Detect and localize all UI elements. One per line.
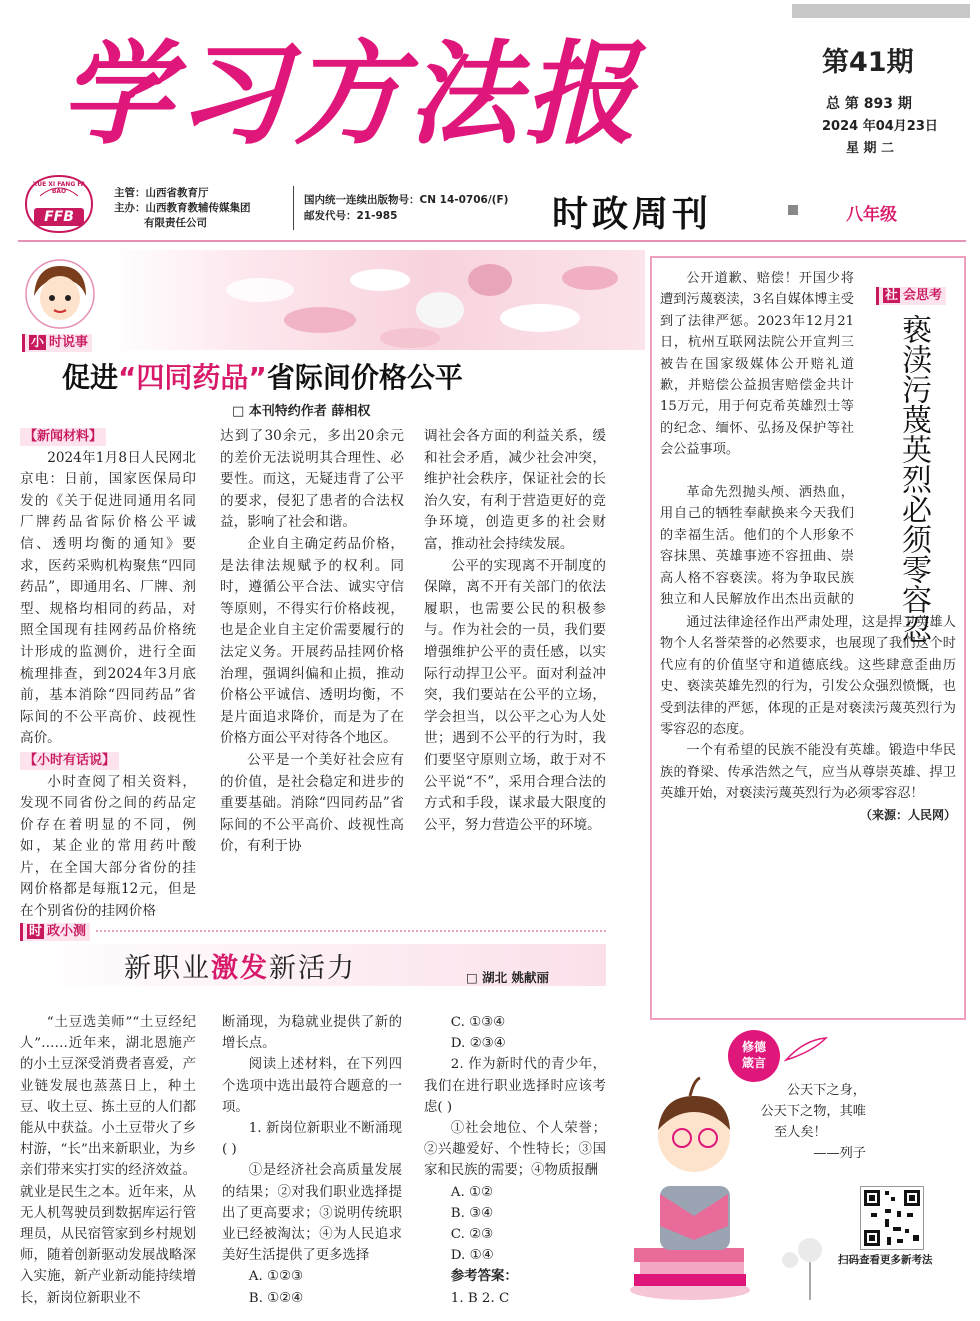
quiz-instructions: 阅读上述材料，在下列四个选项中选出最符合题意的一项。	[222, 1057, 402, 1115]
question-2: 2. 作为新时代的青少年，我们在进行职业选择时应该考虑( )	[424, 1057, 606, 1115]
talk-tag: 【小时有话说】	[20, 752, 119, 770]
right-source: （来源：人民网）	[859, 807, 956, 822]
motto-line-2: 公天下之物，其唯	[760, 1104, 866, 1119]
motto-line-1: 公天下之身，	[786, 1083, 866, 1098]
quiz-column-3	[424, 1012, 606, 1309]
quiz-column-1	[20, 1012, 196, 1309]
masthead-title: 学习方法报	[60, 29, 640, 160]
flower-decoration	[776, 1230, 840, 1304]
grade-label: 八年级	[846, 205, 897, 225]
q1-option-c: C. ①③④	[450, 1015, 506, 1030]
issue-number: 第41期	[822, 47, 914, 78]
masthead-rule	[18, 240, 966, 242]
col2-para-1: 达到了30余元，多出20余元的差价无法说明其合理性、必要性。而这，无疑违背了公平的要求，侵犯了患者的合法权益，影响了社会和谐。	[220, 428, 404, 531]
headline-quote: “四同药品”	[118, 361, 267, 394]
quiz-byline: □ 湖北 姚献丽	[466, 970, 550, 985]
motto-author: ——列子	[813, 1146, 866, 1161]
col2-para-2: 企业自主确定药品价格，是法律法规赋予的权利。同时，遵循公平合法、诚实守信等原则，不得实行价格歧视，也是企业自主定价需要履行的法定义务。开展药品挂网价格治理，强调纠偏和止损，推动价格公平诚信、透明均衡，不是片面追求降价，而是为了在价格方面公平对待各个地区。	[220, 535, 404, 747]
issue-date: 2024 年04月23日	[822, 119, 938, 134]
col3-para-1: 调社会各方面的利益关系，缓和社会矛盾，减少社会冲突，维护社会秩序，保证社会的长治久安，有利于营造更好的竞争环境，创造更多的社会财富，推动社会持续发展。	[424, 428, 606, 552]
right-column-text-top	[660, 268, 854, 461]
quiz-title-pre: 新职业	[124, 953, 211, 984]
feather-pen-icon	[784, 1036, 828, 1066]
section-bullet	[788, 205, 798, 215]
col3-para-2: 公平的实现离不开制度的保障，离不开有关部门的依法履职，也需要公民的积极参与。作为社会的一员，我们要增强维护公平的责任感，以实际行动捍卫公平。面对利益冲突，我们要站在公平的立场，学会担当，以公平之心为人处世；遇到不公平的行为时，我们要坚守原则立场，敢于对不公平说“不”，采用合理合法的方式和手段，谋求最大限度的公平，努力营造公平的环境。	[424, 557, 606, 833]
quiz-title-emph: 激发	[211, 953, 269, 984]
qr-code[interactable]	[860, 1186, 924, 1250]
col2-para-3: 公平是一个美好社会应有的价值，是社会稳定和进步的重要基础。消除“四同药品”省际间的不公平高价、歧视性高价，有利于协	[220, 751, 404, 855]
right-para-1: 公开道歉、赔偿！开国少将遭到污蔑亵渎，3名自媒体博主受到了法律严惩。2023年12月21日，杭州互联网法院公开宣判三被告在国家级媒体公开赔礼道歉，并赔偿公益损害赔偿金共计15万元，用于何克希英雄烈士等的纪念、缅怀、弘扬及保护等社会公益事项。	[660, 271, 854, 458]
motto-line-3: 至人矣！	[774, 1125, 827, 1140]
news-material-tag: 【新闻材料】	[20, 428, 106, 446]
right-column-text-wide	[660, 612, 956, 826]
q2-option-c: C. ②③	[450, 1227, 494, 1243]
byline: □ 本刊特约作者 薛相权	[232, 404, 371, 419]
newspaper-logo	[20, 172, 98, 236]
masthead-divider	[293, 186, 294, 230]
article-column-3	[424, 426, 606, 836]
answer-label: 参考答案：	[450, 1268, 518, 1285]
q1-option-d: D. ②③④	[450, 1036, 506, 1052]
right-para-2-start: 革命先烈抛头颅、洒热血，用自己的牺牲奉献换来今天我们的幸福生活。他们的个人形象不容抹黑、英雄事迹不容扭曲、崇高人格不容亵渎。将为争取民族独立和人民解放作出杰出贡献的	[660, 485, 854, 608]
question-2-options: ①社会地位、个人荣誉；②兴趣爱好、个性特长；③国家和民族的需要；④物质报酬	[424, 1121, 606, 1179]
cn-number: 国内统一连续出版物号：CN 14-0706/(F)	[304, 194, 509, 206]
q1-option-a: A. ①②③	[248, 1269, 303, 1285]
quiz-title	[124, 946, 356, 985]
news-material-text: 2024年1月8日人民网北京电：日前，国家医保局印发的《关于促进同通用名同厂牌药品省际价格公平诚信、透明均衡的通知》要求，医药采购机构聚焦“四同药品”，即通用名、厂牌、剂型、规格均相同的药品，对照全国现有挂网药品价格统计形成的监测价，进行全面梳理排查，到2024年3月底前，基本消除“四同药品”省际间的不公平高价、歧视性高价。	[20, 449, 196, 747]
top-gray-bar	[792, 4, 970, 18]
postal-code: 邮发代号：21-985	[304, 210, 398, 222]
pills-banner-image	[110, 250, 645, 350]
sponsor-info	[114, 186, 251, 231]
total-issue: 总 第 893 期	[826, 96, 912, 112]
tag-label: 时说事	[49, 335, 89, 350]
cartoon-girl-avatar	[20, 256, 100, 330]
publication-info	[304, 192, 508, 224]
right-para-4: 一个有希望的民族不能没有英雄。锻造中华民族的脊梁、传承浩然之气，应当从尊崇英雄、捍卫英雄开始，对亵渎污蔑英烈行为必须零容忍！	[660, 743, 956, 802]
right-para-3: 通过法律途径作出严肃处理，这是捍卫英雄人物个人名誉荣誉的必然要求，也展现了我们这个时代应有的价值坚守和道德底线。这些肆意歪曲历史、亵渎英雄先烈的行为，引发公众强烈愤慨，也受到法律的严惩，体现的正是对亵渎污蔑英烈行为零容忍的态度。	[660, 615, 956, 738]
sponsor-line-2: 主办：山西教育教辅传媒集团	[114, 202, 251, 214]
article-column-2	[220, 426, 404, 858]
talk-text: 小时查阅了相关资料，发现不同省份之间的药品定价存在着明显的不同，例如，某企业的常用药叶酸片，在全国大部分省份的挂网价格都是每瓶12元，但是在个别省份的挂网价格	[20, 773, 196, 920]
quiz-tag-label: 政小测	[47, 924, 87, 939]
headline-post: 省际间价格公平	[266, 361, 463, 394]
tag-prefix: 小	[31, 335, 45, 350]
motto-tag-line1: 修德	[741, 1040, 766, 1054]
right-tag-label: 会思考	[903, 288, 943, 303]
logo-abbr: FFB	[44, 209, 74, 225]
motto-tag	[728, 1030, 780, 1082]
quiz-title-post: 新活力	[269, 953, 356, 984]
answers: 1. B 2. C	[450, 1290, 510, 1306]
right-tag-prefix: 社	[885, 288, 899, 303]
issue-weekday: 星 期 二	[846, 141, 895, 156]
headline	[62, 356, 463, 396]
q2-option-d: D. ①④	[450, 1248, 494, 1264]
column-tag-talk	[22, 331, 92, 352]
article-column-1	[20, 426, 196, 923]
headline-pre: 促进	[62, 361, 119, 394]
quiz-column-2	[222, 1012, 402, 1309]
right-headline: 亵渎污蔑英烈必须零容忍	[896, 314, 931, 644]
quiz-dotted-rule	[96, 930, 606, 932]
sponsor-line-1: 主管：山西省教育厅	[114, 187, 209, 199]
question-1-options: ①是经济社会高质量发展的结果；②对我们职业选择提出了更高要求；③说明传统职业已经被淘汰；④为人民追求美好生活提供了更多选择	[222, 1163, 402, 1264]
question-1: 1. 新岗位新职业不断涌现( )	[222, 1121, 402, 1158]
quiz-col2-p0: 断涌现，为稳就业提供了新的增长点。	[222, 1015, 402, 1052]
quiz-material: “土豆选美师”“土豆经纪人”……近年来，湖北恩施产的小土豆深受消费者喜爱，产业链发展也蒸蒸日上，种土豆、收土豆、拣土豆的人们都能从中获益。小土豆带火了乡村游，“长”出来新职业，为乡亲们带来实打实的经济效益。就业是民生之本。近年来，从无人机驾驶员到数据库运行管理员，从民宿管家到乡村规划师，随着创新驱动发展战略深入实施，新产业新动能持续增长，新岗位新职业不	[20, 1015, 196, 1306]
motto-tag-line2: 箴言	[741, 1056, 766, 1070]
quiz-tag-prefix: 时	[29, 924, 43, 939]
logo-arc-text: XUE XI FANG FA BAO	[32, 181, 86, 195]
section-title: 时政周刊	[552, 194, 713, 235]
q2-option-a: A. ①②	[450, 1184, 493, 1200]
reading-boy-illustration	[620, 1076, 790, 1306]
sponsor-line-3: 有限责任公司	[144, 217, 207, 229]
qr-caption: 扫码查看更多新考法	[838, 1254, 933, 1266]
q2-option-b: B. ③④	[450, 1205, 494, 1221]
quiz-tag	[20, 920, 90, 941]
right-column-tag	[876, 284, 946, 305]
q1-option-b: B. ①②④	[248, 1290, 304, 1306]
right-column-text	[660, 482, 854, 612]
